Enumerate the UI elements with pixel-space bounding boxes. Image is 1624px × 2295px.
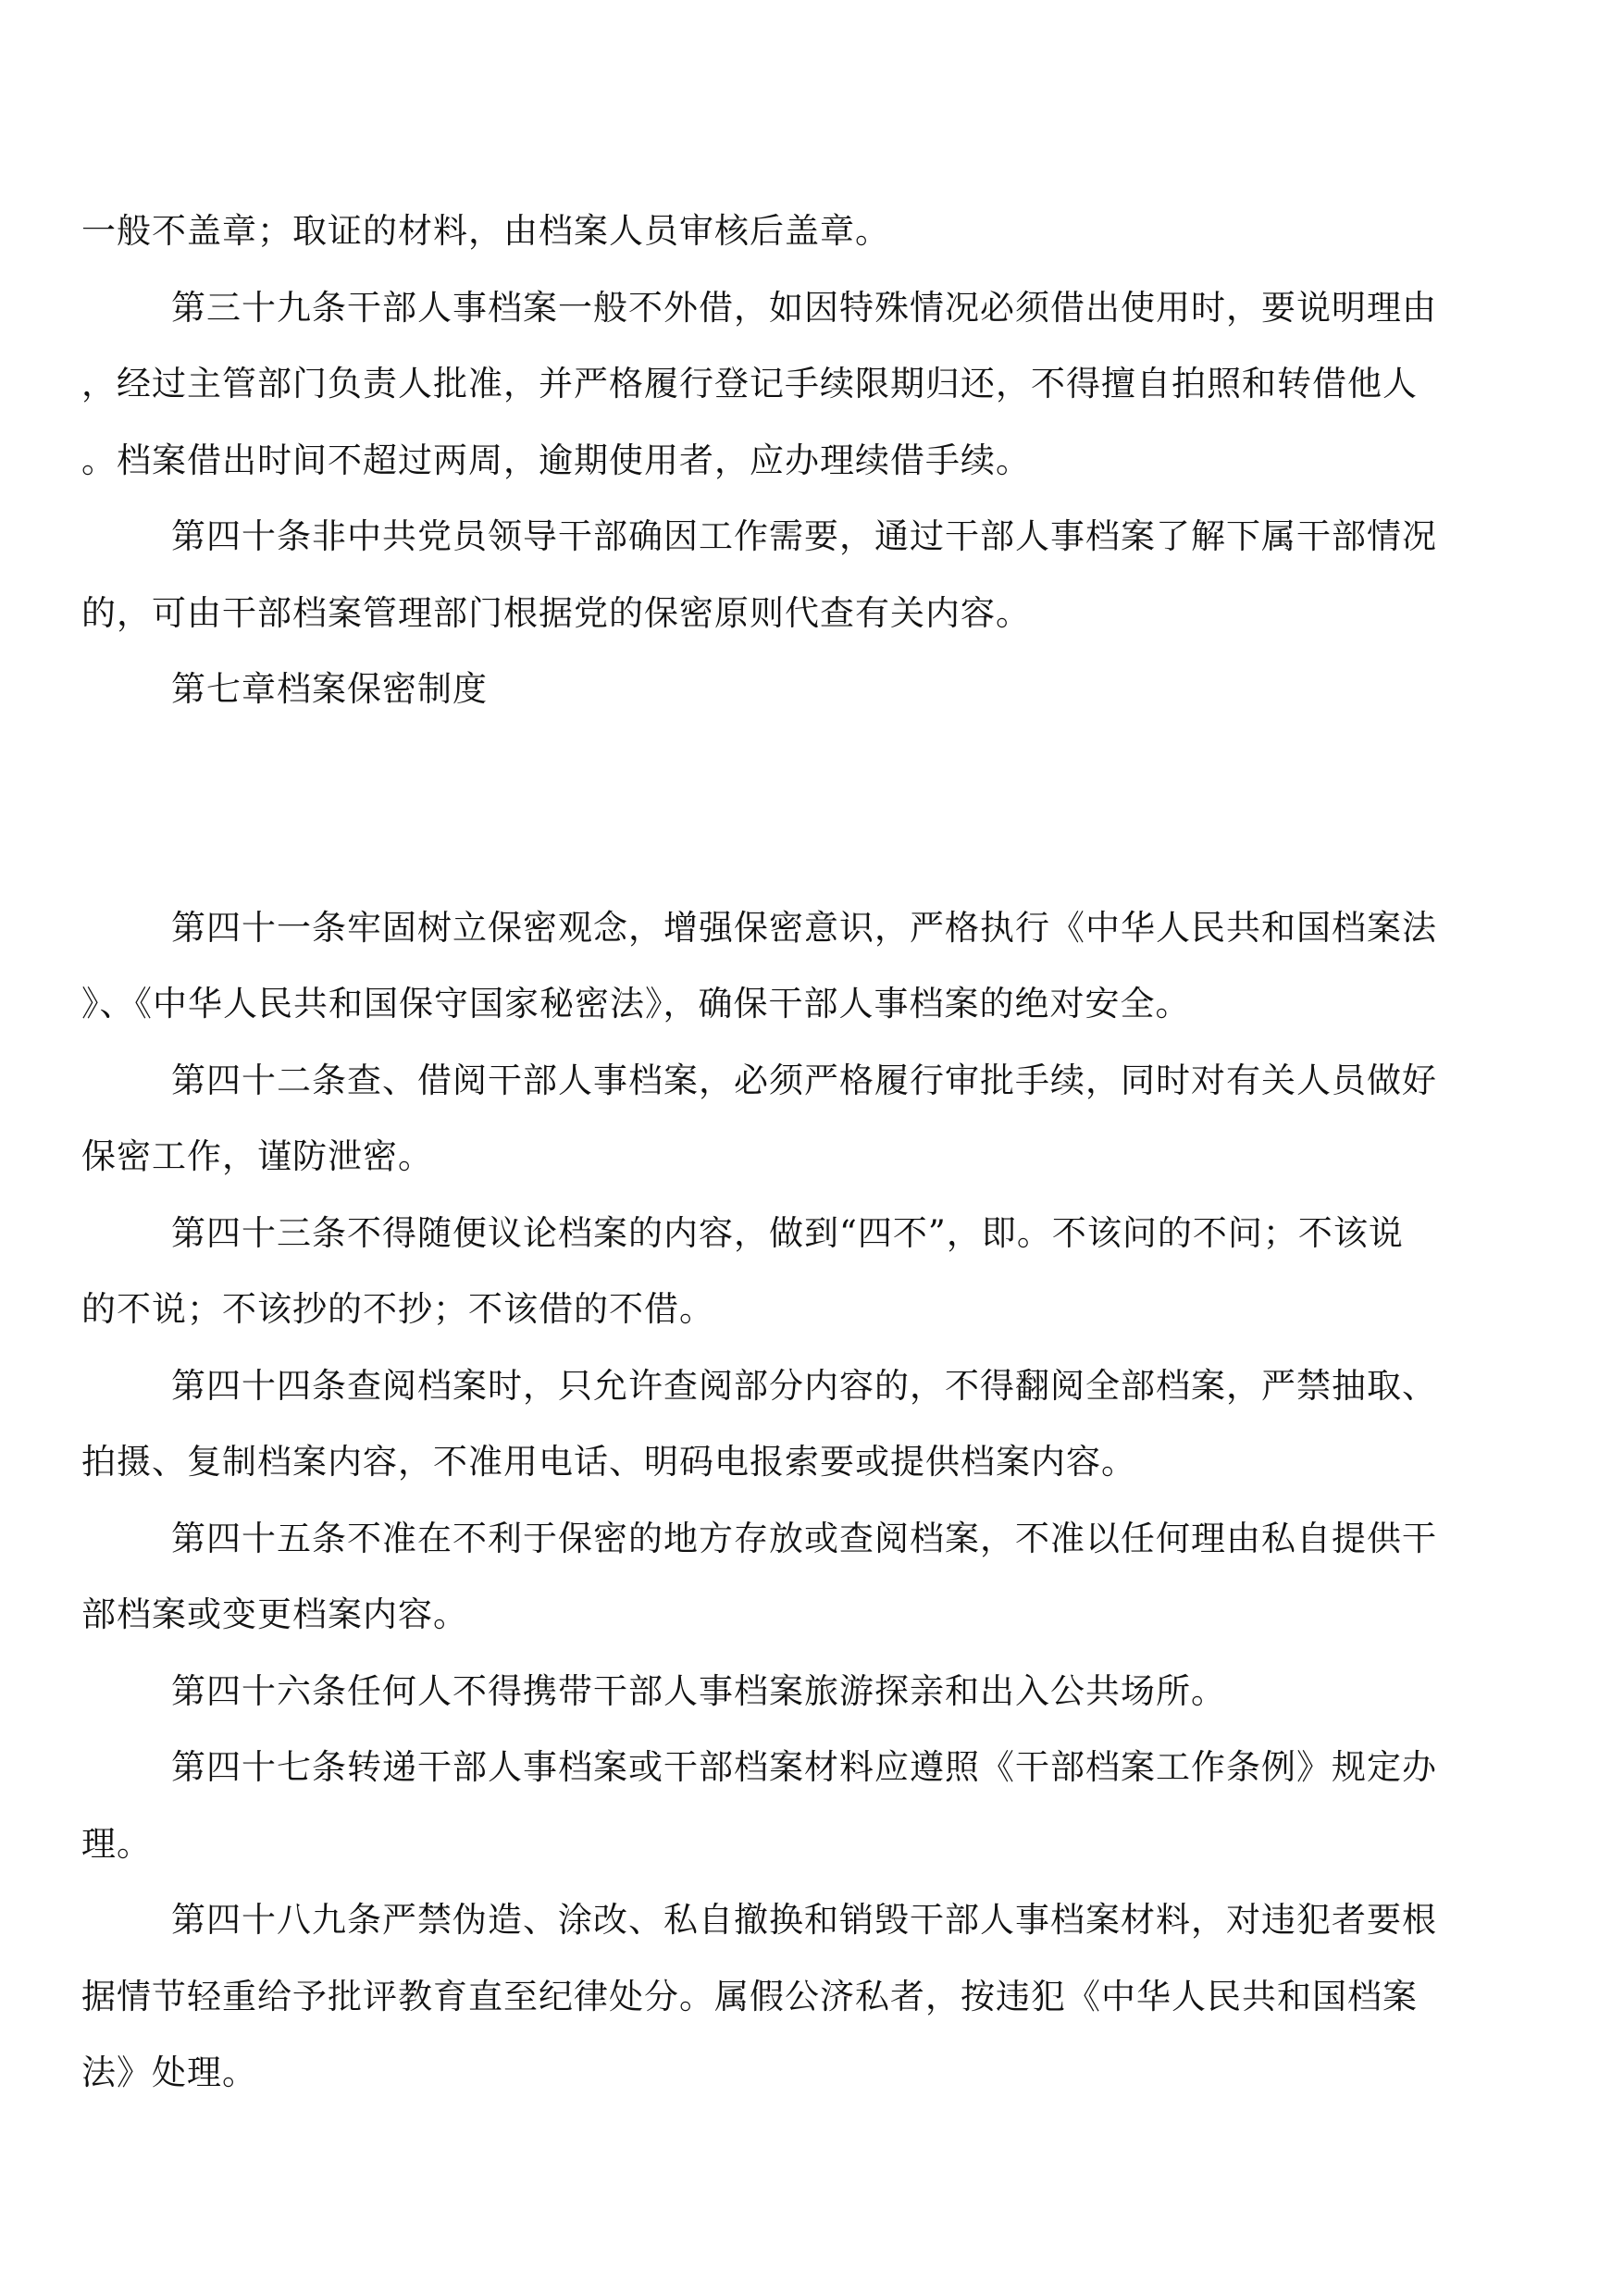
article-39-line-3: 。档案借出时间不超过两周，逾期使用者，应办理续借手续。: [81, 440, 1031, 480]
article-43-line-2: 的不说；不该抄的不抄；不该借的不借。: [81, 1289, 714, 1329]
article-41-line-2: 》、《中华人民共和国保守国家秘密法》，确保干部人事档案的绝对安全。: [81, 984, 1191, 1023]
article-43-line-1: 第四十三条不得随便议论档案的内容，做到“四不”，即。不该问的不问；不该说: [171, 1213, 1404, 1253]
text-line: 一般不盖章；取证的材料，由档案人员审核后盖章。: [81, 211, 890, 251]
article-44-line-2: 拍摄、复制档案内容，不准用电话、明码电报索要或提供档案内容。: [81, 1442, 1136, 1482]
article-47-line-2: 理。: [81, 1824, 152, 1864]
article-42-line-1: 第四十二条查、借阅干部人事档案，必须严格履行审批手续，同时对有关人员做好: [171, 1061, 1437, 1100]
article-48-line-1: 第四十八九条严禁伪造、涂改、私自撤换和销毁干部人事档案材料，对违犯者要根: [171, 1900, 1437, 1940]
article-45-line-2: 部档案或变更档案内容。: [81, 1594, 468, 1634]
article-46-line: 第四十六条任何人不得携带干部人事档案旅游探亲和出入公共场所。: [171, 1671, 1226, 1711]
article-44-line-1: 第四十四条查阅档案时，只允许查阅部分内容的，不得翻阅全部档案，严禁抽取、: [171, 1366, 1437, 1406]
article-40-line-2: 的，可由干部档案管理部门根据党的保密原则代查有关内容。: [81, 593, 1031, 633]
article-41-line-1: 第四十一条牢固树立保密观念，增强保密意识，严格执行《中华人民共和国档案法: [171, 908, 1437, 948]
article-39-line-2: ，经过主管部门负责人批准，并严格履行登记手续限期归还，不得擅自拍照和转借他人: [81, 364, 1418, 403]
article-42-line-2: 保密工作，谨防泄密。: [81, 1136, 433, 1176]
article-45-line-1: 第四十五条不准在不利于保密的地方存放或查阅档案，不准以任何理由私自提供干: [171, 1519, 1437, 1558]
article-48-line-2: 据情节轻重给予批评教育直至纪律处分。属假公济私者，按违犯《中华人民共和国档案: [81, 1977, 1418, 2016]
chapter-7-heading: 第七章档案保密制度: [171, 669, 488, 709]
article-47-line-1: 第四十七条转递干部人事档案或干部档案材料应遵照《干部档案工作条例》规定办: [171, 1747, 1437, 1787]
article-40-line-1: 第四十条非中共党员领导干部确因工作需要，通过干部人事档案了解下属干部情况: [171, 516, 1437, 556]
article-48-line-3: 法》处理。: [81, 2053, 257, 2092]
article-39-line-1: 第三十九条干部人事档案一般不外借，如因特殊情况必须借出使用时，要说明理由: [171, 288, 1437, 328]
